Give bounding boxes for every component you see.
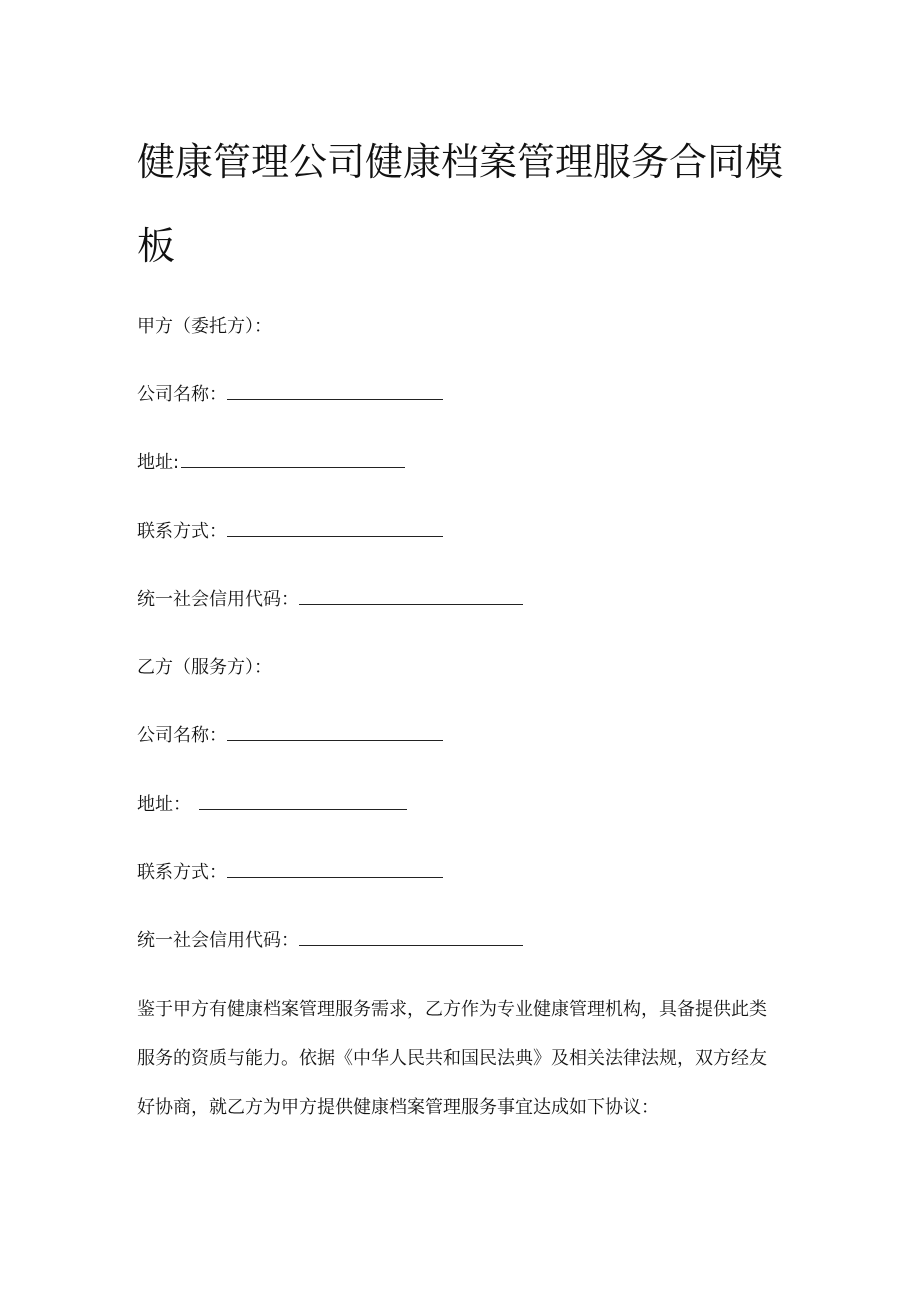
party-a-address-blank[interactable]	[181, 453, 405, 468]
preamble-line-2: 服务的资质与能力。依据《中华人民共和国民法典》及相关法律法规，双方经友	[137, 1048, 767, 1069]
party-a-contact-label: 联系方式：	[137, 521, 227, 542]
party-b-company-label: 公司名称：	[137, 725, 227, 746]
party-a-credit-code-label: 统一社会信用代码：	[137, 589, 299, 610]
party-b-address-row	[137, 792, 407, 818]
party-b-company-row	[137, 723, 443, 749]
party-a-address-row	[137, 450, 405, 476]
party-b-address-label: 地址：	[137, 794, 191, 815]
party-b-company-blank[interactable]	[227, 726, 443, 741]
party-b-contact-blank[interactable]	[227, 863, 443, 878]
party-a-company-blank[interactable]	[227, 385, 443, 400]
party-a-contact-row	[137, 519, 443, 545]
party-a-company-row	[137, 382, 443, 408]
party-b-contact-row	[137, 860, 443, 886]
party-a-company-label: 公司名称：	[137, 384, 227, 405]
party-b-credit-code-blank[interactable]	[299, 931, 523, 946]
preamble-line-1: 鉴于甲方有健康档案管理服务需求，乙方作为专业健康管理机构，具备提供此类	[137, 999, 767, 1020]
party-a-credit-code-blank[interactable]	[299, 590, 523, 605]
preamble-line-3: 好协商，就乙方为甲方提供健康档案管理服务事宜达成如下协议：	[137, 1097, 659, 1118]
party-b-credit-code-label: 统一社会信用代码：	[137, 930, 299, 951]
document-title-line-1: 健康管理公司健康档案管理服务合同模	[137, 140, 784, 184]
party-a-address-label: 地址:	[137, 452, 180, 473]
party-b-credit-code-row	[137, 928, 523, 954]
party-b-heading: 乙方（服务方）：	[137, 657, 272, 678]
party-b-contact-label: 联系方式：	[137, 862, 227, 883]
party-a-contact-blank[interactable]	[227, 522, 443, 537]
party-a-heading: 甲方（委托方）：	[137, 316, 272, 337]
document-title-line-2: 板	[137, 224, 176, 268]
party-a-credit-code-row	[137, 587, 523, 613]
party-b-address-blank[interactable]	[199, 795, 407, 810]
